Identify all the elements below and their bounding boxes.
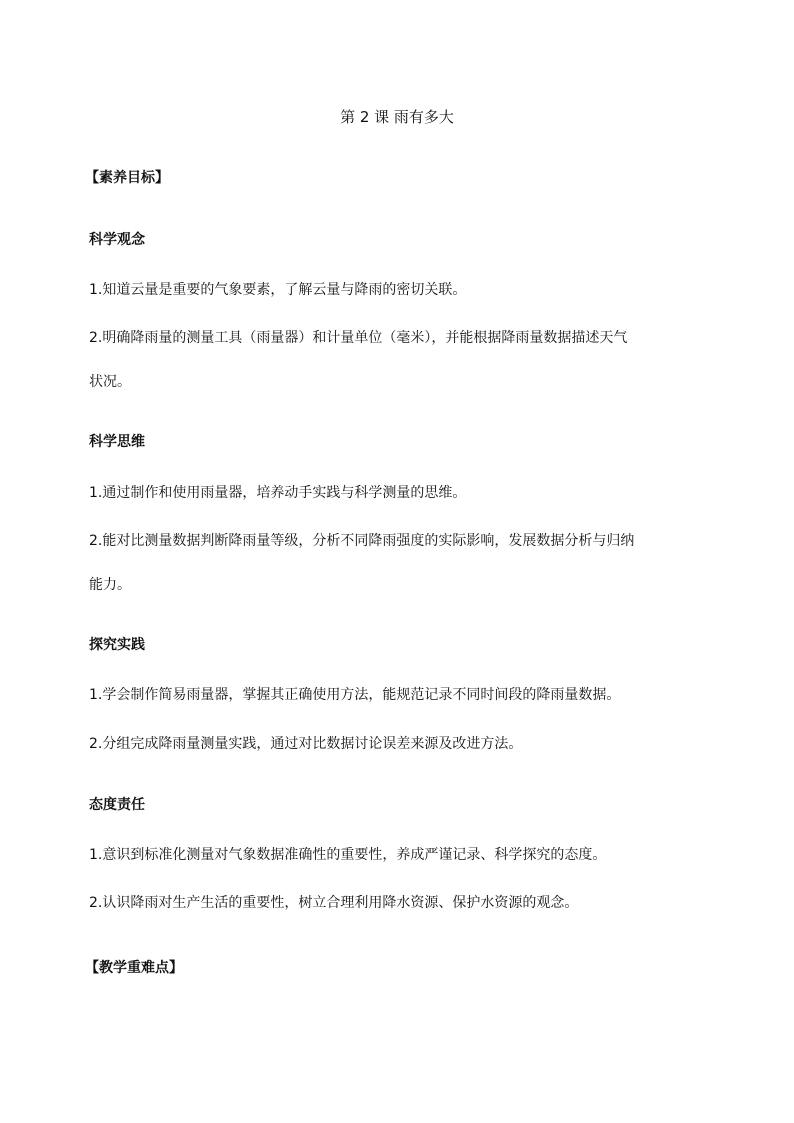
subsection-heading-inquiry-practice: 探究实践 xyxy=(89,637,145,653)
objective-item-continuation: 能力。 xyxy=(89,577,131,593)
objective-item: 2.能对比测量数据判断降雨量等级，分析不同降雨强度的实际影响，发展数据分析与归纳 xyxy=(89,533,635,549)
section-key-points-heading: 【教学重难点】 xyxy=(85,960,183,976)
objective-item-continuation: 状况。 xyxy=(89,374,131,390)
objective-item: 2.认识降雨对生产生活的重要性，树立合理利用降水资源、保护水资源的观念。 xyxy=(89,895,579,911)
objective-item: 2.分组完成降雨量测量实践，通过对比数据讨论误差来源及改进方法。 xyxy=(89,736,523,752)
objective-item: 1.意识到标准化测量对气象数据准确性的重要性，养成严谨记录、科学探究的态度。 xyxy=(89,847,607,863)
objective-item: 1.知道云量是重要的气象要素，了解云量与降雨的密切关联。 xyxy=(89,282,467,298)
lesson-title: 第 2 课 雨有多大 xyxy=(340,108,454,126)
subsection-heading-science-thinking: 科学思维 xyxy=(89,434,145,450)
section-objectives-heading: 【素养目标】 xyxy=(85,170,169,186)
objective-item: 1.通过制作和使用雨量器，培养动手实践与科学测量的思维。 xyxy=(89,485,467,501)
subsection-heading-science-concepts: 科学观念 xyxy=(89,232,145,248)
objective-item: 2.明确降雨量的测量工具（雨量器）和计量单位（毫米），并能根据降雨量数据描述天气 xyxy=(89,330,628,346)
objective-item: 1.学会制作简易雨量器，掌握其正确使用方法，能规范记录不同时间段的降雨量数据。 xyxy=(89,687,621,703)
subsection-heading-attitude-responsibility: 态度责任 xyxy=(89,797,145,813)
